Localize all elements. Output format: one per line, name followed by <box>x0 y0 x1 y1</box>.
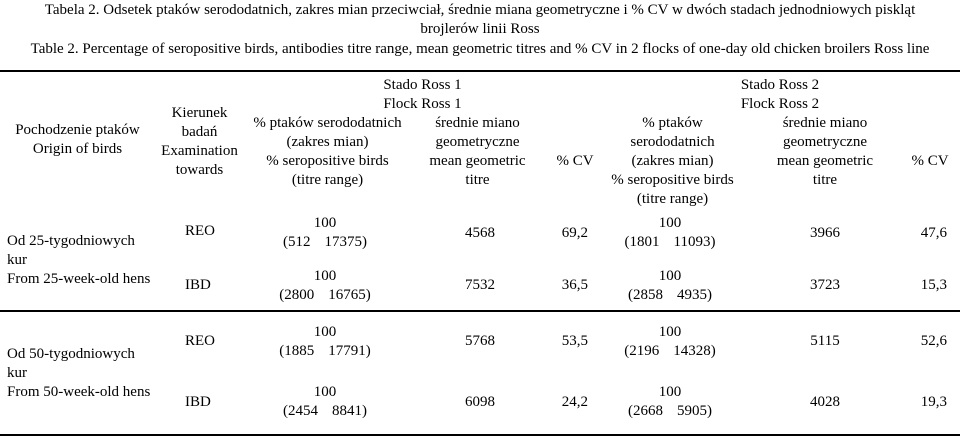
g1r2-f2-cv: 15,3 <box>920 277 947 293</box>
g1r2-f2-range <box>600 286 740 305</box>
group2-origin: Od 50-tygodniowych kur From 50-week-old hens <box>7 346 151 400</box>
g1r2-f1-percent: 100 (2800 16765) <box>240 267 410 305</box>
g1r1-f2-gmt: 3966 <box>810 225 840 241</box>
range-high: 4935) <box>677 287 712 303</box>
g1r1-f2-range <box>600 233 740 252</box>
g1r1-f1-percent: 100 (512 17375) <box>240 214 410 252</box>
g2r1-f1-percent: 100 (1885 17791) <box>240 323 410 361</box>
g2r1-f2-gmt: 5115 <box>810 333 840 349</box>
g1r1-f1-cv: 69,2 <box>561 225 588 241</box>
g2r2-f2-range <box>600 402 740 421</box>
g2r2-f1-range <box>240 402 410 421</box>
g2r1-f2-percent: 100 (2196 14328) <box>600 323 740 361</box>
range-high: 17375) <box>324 234 367 250</box>
header-flock2-cv: % CV <box>911 153 949 169</box>
caption-pl-line2: brojlerów linii Ross <box>420 21 540 37</box>
range-high: 11093) <box>673 234 716 250</box>
group-separator-rule <box>0 310 960 312</box>
g2r1-f1-cv: 53,5 <box>561 333 588 349</box>
g1r2-f2-percent: 100 (2858 4935) <box>600 267 740 305</box>
g1r2-direction: IBD <box>185 277 211 293</box>
range-low: (2668 <box>628 403 663 419</box>
range-high: 8841) <box>332 403 367 419</box>
g1r2-f1-cv: 36,5 <box>561 277 588 293</box>
g2r1-f1-range <box>240 342 410 361</box>
g2r1-f2-cv: 52,6 <box>920 333 947 349</box>
g1r2-f1-gmt: 7532 <box>465 277 495 293</box>
g1r2-f1-range <box>240 286 410 305</box>
g2r2-f1-cv: 24,2 <box>561 394 588 410</box>
g2r2-f2-cv: 19,3 <box>920 394 947 410</box>
range-high: 17791) <box>328 343 371 359</box>
g2r2-f1-gmt: 6098 <box>465 394 495 410</box>
header-flock1: Stado Ross 1 Flock Ross 1 <box>383 77 462 112</box>
header-flock1-percent: % ptaków serododatnich (zakres mian) % seropositive birds (titre range) <box>253 115 402 188</box>
table-bottom-rule <box>0 434 960 436</box>
range-low: (1801 <box>624 234 660 250</box>
g1r1-f2-percent: 100 (1801 11093) <box>600 214 740 252</box>
g1r1-f1-gmt: 4568 <box>465 225 495 241</box>
g1r2-f2-gmt: 3723 <box>810 277 840 293</box>
range-low: (2196 <box>624 343 660 359</box>
g1r1-f1-range <box>240 233 410 252</box>
g2r2-f2-gmt: 4028 <box>810 394 840 410</box>
g1r1-direction: REO <box>185 223 215 239</box>
g2r2-f1-percent: 100 (2454 8841) <box>240 383 410 421</box>
table-top-rule <box>0 70 960 72</box>
range-low: (1885 <box>279 343 315 359</box>
header-flock2-gmt: średnie miano geometryczne mean geometric titre <box>776 115 874 188</box>
g2r2-f2-percent: 100 (2668 5905) <box>600 383 740 421</box>
header-direction: Kierunek badań Examination towards <box>161 105 238 178</box>
range-low: (2858 <box>628 287 663 303</box>
range-low: (2454 <box>283 403 318 419</box>
header-origin: Pochodzenie ptaków Origin of birds <box>15 122 140 157</box>
caption-en-line1: Table 2. Percentage of seropositive birds, antibodies titre range, mean geometric titres and % CV in 2 flocks of one-day old chicken broilers Ross line <box>30 41 930 57</box>
g1r1-f2-cv: 47,6 <box>920 225 947 241</box>
range-high: 16765) <box>328 287 371 303</box>
group1-origin: Od 25-tygodniowych kur From 25-week-old hens <box>7 233 151 287</box>
g2r1-f2-range <box>600 342 740 361</box>
header-flock2: Stado Ross 2 Flock Ross 2 <box>740 77 820 112</box>
header-flock1-gmt: średnie miano geometryczne mean geometric titre <box>429 115 526 188</box>
range-high: 14328) <box>673 343 716 359</box>
range-low: (2800 <box>279 287 315 303</box>
range-high: 5905) <box>677 403 712 419</box>
caption-pl-line1: Tabela 2. Odsetek ptaków serododatnich, zakres mian przeciwciał, średnie miana geometryczne i % CV w dwóch stadach jednodniowych piskląt <box>44 2 916 18</box>
g2r2-direction: IBD <box>185 394 211 410</box>
g2r1-f1-gmt: 5768 <box>465 333 495 349</box>
g2r1-direction: REO <box>185 333 215 349</box>
header-flock1-cv: % CV <box>556 153 594 169</box>
range-low: (512 <box>283 234 311 250</box>
header-flock2-percent: % ptaków serododatnich (zakres mian) % seropositive birds (titre range) <box>611 115 734 207</box>
